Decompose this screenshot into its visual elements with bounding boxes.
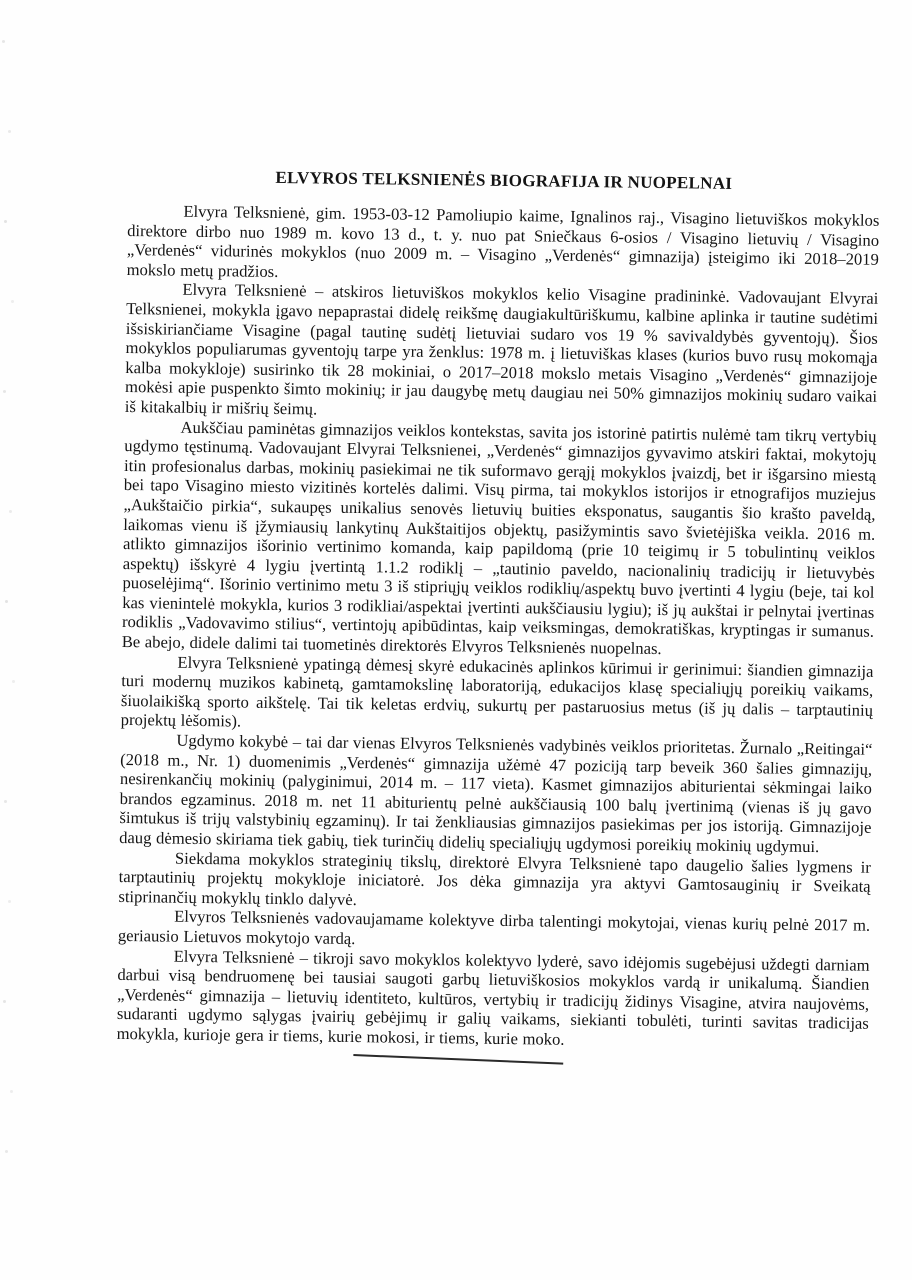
document-body — [117, 201, 880, 1053]
paragraph: Aukščiau paminėtas gimnazijos veiklos kontekstas, savita jos istorinė patirtis nulėmė tam tikrų vertybių ugdymo tęstinumą. Vadovaujant Elvyrai Telksnienei, „Verdenės“ gimnazijos gyvavimo atskiri faktai, mokytojų itin profesionalus darbas, mokinių pasiekimai ne tik suformavo gerąjį mokyklos įvaizdį, bet ir išgarsino miestą bei tapo Visagino miesto vizitinės kortelės dalimi. Visų pirma, tai mokyklos istorijos ir etnografijos muziejus „Aukštaičio pirkia“, sukaupęs unikalius senovės lietuvių buities eksponatus, saugantis šio krašto paveldą, laikomas vienu iš įžymiausių lankytinų Aukštaitijos objektų, pasižymintis savo švietėjiška veikla. 2016 m. atlikto gimnazijos išorinio vertinimo komanda, kaip papildomą (prie 10 teigimų ir 5 tobulintinų veiklos aspektų) išskyrė 4 lygiu įvertintą 1.1.2 rodiklį – „tautinio paveldo, nacionalinių tradicijų ir lietuvybės puoselėjimą“. Išorinio vertinimo metu 3 iš stipriųjų veiklos rodiklių/aspektų buvo įvertinti 4 lygiu (beje, tai kol kas vienintelė mokykla, kurios 3 rodikliai/aspektai įvertinti aukščiausiu lygiu); iš jų aukštai ir pelnytai įvertinas rodiklis „Vadovavimo stilius“, vertintojų apibūdintas, kaip veiksmingas, demokratiškas, kryptingas ir sumanus. Be abejo, didele dalimi tai tuometinės direktorės Elvyros Telksnienės nuopelnas. — [121, 417, 877, 659]
paragraph: Elvyros Telksnienės vadovaujamame kolektyve dirba talentingi mokytojai, vienas kurių pelnė 2017 m. geriausio Lietuvos mokytojo vardą. — [117, 907, 871, 949]
paragraph: Elvyra Telksnienė ypatingą dėmesį skyrė edukacinės aplinkos kūrimui ir gerinimui: šiandien gimnazija turi modernų muzikos kabinetą, gamtamokslinę laboratoriją, edukacijos klasę specialiųjų poreikių vaikams, šiuolaikišką sporto aikštelę. Tai tik keletas erdvių, sukurtų per pastaruosius metus (iš jų dalis – tarptautinių projektų lėšomis). — [120, 652, 874, 731]
paragraph: Elvyra Telksnienė, gim. 1953-03-12 Pamoliupio kaime, Ignalinos raj., Visagino lietuviškos mokyklos direktore dirbo nuo 1989 m. kovo 13 d., t. y. nuo pat Sniečkaus 6-osios / Visagino lietuvių / Visagino „Verdenės“ vidurinės mokyklos (nuo 2009 m. – Visagino „Verdenės“ gimnazija) įsteigimo iki 2018–2019 mokslo metų pradžios. — [126, 201, 880, 281]
document-title: ELVYROS TELKSNIENĖS BIOGRAFIJA IR NUOPELNAI — [275, 167, 733, 193]
separator-line — [353, 1054, 563, 1065]
paragraph: Siekdama mokyklos strateginių tikslų, direktorė Elvyra Telksnienė tapo daugelio šalies lygmens ir tarptautinių projektų mokykloje iniciatorė. Jos dėka gimnazija yra aktyvi Gamtosauginių ir Sveikatą stiprinančių mokyklų tinklo dalyvė. — [118, 848, 872, 909]
scan-noise-speckles — [2, 40, 5, 43]
document-content — [116, 166, 880, 1062]
paragraph: Elvyra Telksnienė – atskiros lietuviškos mokyklos kelio Visagine pradininkė. Vadovaujant Elvyrai Telksnienei, mokykla įgavo nepaprastai didelę reikšmę daugiakultūriškumu, kalbine aplinka ir tautine sudėtimi išsiskiriančiame Visagine (pagal tautinę sudėtį lietuviai sudaro vos 19 % savivaldybės gyventojų). Šios mokyklos populiarumas gyventojų tarpe yra ženklus: 1978 m. į lietuviškas klases (kurios buvo rusų mokomąja kalba mokykloje) susirinko tik 28 mokiniai, o 2017–2018 mokslo metais Visagino „Verdenės“ gimnazijoje mokėsi apie puspenkto šimto mokinių; ir jau daugybę metų daugiau nei 50% gimnazijos mokinių sudaro vaikai iš kitakalbių ir mišrių šeimų. — [124, 280, 879, 419]
paragraph: Ugdymo kokybė – tai dar vienas Elvyros Telksnienės vadybinės veiklos prioritetas. Žurnalo „Reitingai“ (2018 m., Nr. 1) duomenimis „Verdenės“ gimnazija užėmė 47 poziciją tarp beveik 360 šalies gimnazijų, nesirenkančių mokinių (palyginimui, 2014 m. – 117 vieta). Kasmet gimnazijos abiturientai sėkmingai laiko brandos egzaminus. 2018 m. net 11 abiturientų pelnė aukščiausią 100 balų įvertinimą (vienas iš jų gavo šimtukus iš trijų valstybinių egzaminų). Ir tai ženkliausias gimnazijos pasiekimas per jos istoriją. Gimnazijoje daug dėmesio skiriama tiek gabių, tiek turinčių didelių specialiųjų ugdymosi poreikių mokinių ugdymui. — [119, 730, 873, 857]
paragraph: Elvyra Telksnienė – tikroji savo mokyklos kolektyvo lyderė, savo idėjomis sugebėjusi uždegti darniam darbui visą bendruomenę bei tausiai saugoti garbų lietuviškosios mokyklos vardą ir unikalumą. Šiandien „Verdenės“ gimnazija – lietuvių identiteto, kultūros, vertybių ir tradicijų židinys Visagine, atvira naujovėms, sudaranti ugdymo sąlygas įvairių gebėjimų ir galių vaikams, siekianti tobulėti, turinti savitas tradicijas mokykla, kurioje gera ir tiems, kurie mokosi, ir tiems, kurie moko. — [116, 946, 870, 1049]
